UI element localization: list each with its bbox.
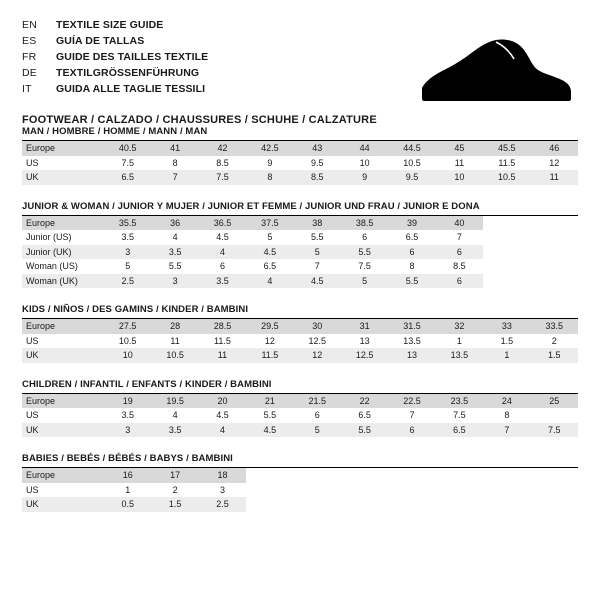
table-row bbox=[22, 216, 578, 231]
size-cell: 5 bbox=[267, 232, 273, 242]
size-cell bbox=[483, 230, 530, 245]
size-cell: 9 bbox=[341, 170, 388, 185]
size-table bbox=[22, 468, 578, 512]
size-cell: 44.5 bbox=[388, 141, 435, 156]
size-cell: 36.5 bbox=[199, 216, 246, 231]
row-label: US bbox=[26, 410, 39, 420]
size-cell: 7 bbox=[409, 410, 415, 420]
size-cell bbox=[246, 483, 293, 498]
size-section bbox=[22, 379, 578, 438]
size-cell: 1 bbox=[456, 335, 462, 346]
size-cell: 2.5 bbox=[199, 497, 246, 512]
size-section bbox=[22, 126, 578, 185]
size-cell bbox=[436, 497, 483, 512]
language-guide-title: GUIDE DES TAILLES TEXTILE bbox=[56, 51, 209, 63]
size-cell: 6 bbox=[388, 245, 435, 260]
size-cell: 4.5 bbox=[246, 423, 293, 438]
size-cell: 18 bbox=[199, 468, 246, 483]
size-cell: 13 bbox=[359, 335, 370, 346]
size-cell: 45.5 bbox=[483, 141, 530, 156]
size-cell: 32 bbox=[436, 319, 483, 334]
size-cell: 1 bbox=[125, 484, 131, 495]
size-cell: 46 bbox=[531, 141, 578, 156]
size-cell bbox=[436, 468, 483, 483]
size-cell: 10.5 bbox=[151, 348, 198, 363]
size-cell: 10 bbox=[359, 157, 370, 168]
size-cell: 6.5 bbox=[263, 261, 277, 271]
size-cell: 7.5 bbox=[453, 410, 466, 420]
size-cell bbox=[531, 230, 578, 245]
size-tables bbox=[22, 126, 578, 512]
size-cell: 19 bbox=[104, 394, 151, 409]
size-table bbox=[22, 216, 578, 289]
size-cell: 12.5 bbox=[341, 348, 388, 363]
size-cell: 28 bbox=[151, 319, 198, 334]
size-cell bbox=[294, 497, 341, 512]
size-cell bbox=[341, 497, 388, 512]
size-cell: 37.5 bbox=[246, 216, 293, 231]
size-cell: 3.5 bbox=[151, 245, 198, 260]
language-row bbox=[22, 34, 208, 50]
row-label: US bbox=[26, 335, 39, 346]
size-cell: 2 bbox=[551, 335, 557, 346]
size-cell bbox=[388, 497, 435, 512]
size-cell: 8 bbox=[504, 410, 510, 420]
size-section bbox=[22, 201, 578, 289]
size-cell: 3 bbox=[219, 484, 225, 495]
section-title: CHILDREN / INFANTIL / ENFANTS / KINDER / BAMBINI bbox=[22, 379, 578, 394]
language-guide-title: TEXTILGRÖSSENFÜHRUNG bbox=[56, 67, 200, 79]
row-label: Woman (UK) bbox=[22, 274, 104, 289]
size-cell: 6 bbox=[436, 274, 483, 289]
size-cell bbox=[531, 274, 578, 289]
language-row bbox=[22, 66, 208, 82]
size-cell: 38.5 bbox=[341, 216, 388, 231]
table-row bbox=[22, 170, 578, 185]
language-row bbox=[22, 82, 208, 98]
size-cell bbox=[246, 497, 293, 512]
size-cell: 10 bbox=[436, 170, 483, 185]
size-cell: 4.5 bbox=[216, 410, 229, 420]
size-cell: 11.5 bbox=[246, 348, 293, 363]
size-cell: 19.5 bbox=[151, 394, 198, 409]
language-code: EN bbox=[22, 19, 37, 31]
size-cell: 41 bbox=[151, 141, 198, 156]
size-cell: 7.5 bbox=[199, 170, 246, 185]
size-cell bbox=[483, 483, 530, 498]
size-cell: 4 bbox=[199, 245, 246, 260]
table-row bbox=[22, 497, 578, 512]
size-cell bbox=[483, 468, 530, 483]
size-cell: 28.5 bbox=[199, 319, 246, 334]
size-cell: 5 bbox=[341, 274, 388, 289]
language-title-list bbox=[22, 18, 208, 98]
dress-shoe-icon bbox=[386, 32, 576, 112]
size-cell: 24 bbox=[483, 394, 530, 409]
size-cell: 22.5 bbox=[388, 394, 435, 409]
table-row bbox=[22, 348, 578, 363]
language-row bbox=[22, 18, 208, 34]
size-cell: 5.5 bbox=[341, 245, 388, 260]
size-cell: 21 bbox=[246, 394, 293, 409]
size-cell bbox=[436, 483, 483, 498]
size-cell: 4.5 bbox=[216, 232, 229, 242]
size-cell: 9.5 bbox=[311, 157, 324, 168]
size-cell: 12 bbox=[264, 335, 275, 346]
size-cell: 5.5 bbox=[263, 410, 277, 420]
size-cell: 3.5 bbox=[199, 274, 246, 289]
size-cell bbox=[531, 408, 578, 423]
size-cell: 6.5 bbox=[104, 170, 151, 185]
table-row bbox=[22, 259, 578, 274]
table-row bbox=[22, 423, 578, 438]
size-cell: 33.5 bbox=[531, 319, 578, 334]
row-label: UK bbox=[22, 423, 104, 438]
size-cell: 10.5 bbox=[483, 170, 530, 185]
size-cell: 8.5 bbox=[294, 170, 341, 185]
row-label: Europe bbox=[22, 394, 104, 409]
size-cell bbox=[531, 468, 578, 483]
size-cell: 11 bbox=[454, 157, 465, 168]
table-row bbox=[22, 334, 578, 349]
header bbox=[22, 18, 578, 126]
size-cell: 2 bbox=[172, 484, 178, 495]
size-section bbox=[22, 453, 578, 512]
size-cell: 11.5 bbox=[498, 157, 516, 168]
size-cell: 25 bbox=[531, 394, 578, 409]
size-cell: 5.5 bbox=[311, 232, 324, 242]
size-cell: 40.5 bbox=[104, 141, 151, 156]
size-cell: 9 bbox=[267, 157, 273, 168]
size-cell: 29.5 bbox=[246, 319, 293, 334]
size-cell: 8.5 bbox=[216, 157, 229, 168]
size-cell: 6 bbox=[362, 232, 368, 242]
table-row bbox=[22, 468, 578, 483]
size-cell bbox=[483, 497, 530, 512]
size-table bbox=[22, 394, 578, 438]
size-cell bbox=[483, 274, 530, 289]
size-cell: 4 bbox=[172, 232, 178, 242]
language-code: DE bbox=[22, 67, 37, 79]
table-row bbox=[22, 245, 578, 260]
size-cell: 7.5 bbox=[358, 261, 371, 271]
size-cell: 3 bbox=[104, 423, 151, 438]
size-cell: 38 bbox=[294, 216, 341, 231]
size-cell: 42.5 bbox=[246, 141, 293, 156]
size-cell: 13.5 bbox=[403, 335, 421, 346]
size-cell: 1 bbox=[483, 348, 530, 363]
size-cell bbox=[388, 468, 435, 483]
size-cell: 11 bbox=[170, 335, 180, 346]
size-cell bbox=[483, 259, 530, 274]
row-label: Europe bbox=[22, 141, 104, 156]
size-cell: 30 bbox=[294, 319, 341, 334]
size-cell: 3 bbox=[104, 245, 151, 260]
size-cell: 7 bbox=[483, 423, 530, 438]
size-cell: 3.5 bbox=[151, 423, 198, 438]
size-cell: 7 bbox=[456, 232, 462, 242]
size-cell: 6 bbox=[219, 261, 225, 271]
size-cell bbox=[294, 468, 341, 483]
size-cell: 3.5 bbox=[121, 410, 134, 420]
table-row bbox=[22, 408, 578, 423]
size-cell: 23.5 bbox=[436, 394, 483, 409]
size-cell: 13 bbox=[388, 348, 435, 363]
size-cell: 43 bbox=[294, 141, 341, 156]
row-label: US bbox=[26, 484, 39, 495]
row-label: Europe bbox=[22, 216, 104, 231]
size-cell: 44 bbox=[341, 141, 388, 156]
table-row bbox=[22, 230, 578, 245]
size-table bbox=[22, 141, 578, 185]
size-cell: 3.5 bbox=[121, 232, 134, 242]
size-cell: 8.5 bbox=[453, 261, 466, 271]
size-cell: 40 bbox=[436, 216, 483, 231]
size-cell: 31 bbox=[341, 319, 388, 334]
size-cell: 3 bbox=[151, 274, 198, 289]
table-row bbox=[22, 394, 578, 409]
language-guide-title: TEXTILE SIZE GUIDE bbox=[56, 19, 164, 31]
size-cell: 11 bbox=[531, 170, 578, 185]
size-cell: 4 bbox=[246, 274, 293, 289]
size-cell: 8 bbox=[246, 170, 293, 185]
size-cell: 11 bbox=[199, 348, 246, 363]
size-cell bbox=[341, 468, 388, 483]
language-code: FR bbox=[22, 51, 37, 63]
size-section bbox=[22, 304, 578, 363]
size-cell bbox=[294, 483, 341, 498]
size-cell: 39 bbox=[388, 216, 435, 231]
size-cell: 12 bbox=[294, 348, 341, 363]
language-code: ES bbox=[22, 35, 37, 47]
size-cell: 6 bbox=[436, 245, 483, 260]
section-title: JUNIOR & WOMAN / JUNIOR Y MUJER / JUNIOR ET FEMME / JUNIOR UND FRAU / JUNIOR E DONA bbox=[22, 201, 578, 216]
size-cell bbox=[531, 483, 578, 498]
row-label: Europe bbox=[22, 468, 104, 483]
size-cell: 5.5 bbox=[168, 261, 182, 271]
section-title: BABIES / BEBÉS / BÉBÉS / BABYS / BAMBINI bbox=[22, 453, 578, 468]
table-row bbox=[22, 319, 578, 334]
row-label: Junior (UK) bbox=[22, 245, 104, 260]
size-cell bbox=[341, 483, 388, 498]
size-cell: 7 bbox=[151, 170, 198, 185]
size-cell: 12 bbox=[549, 157, 560, 168]
size-cell: 7 bbox=[314, 261, 320, 271]
size-cell: 4.5 bbox=[294, 274, 341, 289]
table-row bbox=[22, 274, 578, 289]
size-cell: 10.5 bbox=[118, 335, 137, 346]
size-cell: 6 bbox=[388, 423, 435, 438]
table-row bbox=[22, 141, 578, 156]
section-title: MAN / HOMBRE / HOMME / MANN / MAN bbox=[22, 126, 578, 141]
category-title: FOOTWEAR / CALZADO / CHAUSSURES / SCHUHE / CALZATURE bbox=[22, 114, 377, 126]
size-cell: 16 bbox=[104, 468, 151, 483]
size-cell: 20 bbox=[199, 394, 246, 409]
language-guide-title: GUÍA DE TALLAS bbox=[56, 35, 145, 47]
size-cell bbox=[246, 468, 293, 483]
size-cell: 4.5 bbox=[246, 245, 293, 260]
size-cell: 4 bbox=[172, 410, 178, 420]
row-label: UK bbox=[22, 170, 104, 185]
size-cell: 1.5 bbox=[151, 497, 198, 512]
size-cell: 10 bbox=[104, 348, 151, 363]
size-cell: 11.5 bbox=[214, 335, 231, 346]
size-cell: 5 bbox=[294, 423, 341, 438]
language-row bbox=[22, 50, 208, 66]
language-code: IT bbox=[22, 83, 32, 95]
size-cell: 5 bbox=[125, 261, 131, 271]
size-cell: 6.5 bbox=[405, 232, 419, 242]
size-cell: 31.5 bbox=[388, 319, 435, 334]
size-cell: 42 bbox=[199, 141, 246, 156]
size-cell bbox=[483, 245, 530, 260]
size-cell: 6.5 bbox=[358, 410, 371, 420]
section-title: KIDS / NIÑOS / DES GAMINS / KINDER / BAMBINI bbox=[22, 304, 578, 319]
size-cell: 35.5 bbox=[104, 216, 151, 231]
size-cell: 7.5 bbox=[531, 423, 578, 438]
size-cell: 5 bbox=[294, 245, 341, 260]
row-label: UK bbox=[22, 348, 104, 363]
size-cell: 33 bbox=[483, 319, 530, 334]
size-cell: 36 bbox=[151, 216, 198, 231]
size-cell bbox=[531, 216, 578, 231]
size-cell: 2.5 bbox=[104, 274, 151, 289]
row-label: Junior (US) bbox=[26, 232, 72, 242]
size-cell: 13.5 bbox=[436, 348, 483, 363]
size-cell: 17 bbox=[151, 468, 198, 483]
size-cell bbox=[531, 259, 578, 274]
row-label: UK bbox=[22, 497, 104, 512]
size-cell: 5.5 bbox=[341, 423, 388, 438]
row-label: Europe bbox=[22, 319, 104, 334]
size-cell: 12.5 bbox=[308, 335, 327, 346]
size-cell: 1.5 bbox=[500, 335, 514, 346]
row-label: Woman (US) bbox=[26, 261, 78, 271]
size-cell: 1.5 bbox=[531, 348, 578, 363]
size-cell: 4 bbox=[199, 423, 246, 438]
size-cell: 8 bbox=[172, 157, 178, 168]
size-cell: 6.5 bbox=[436, 423, 483, 438]
size-cell bbox=[483, 216, 530, 231]
size-cell bbox=[531, 497, 578, 512]
size-cell bbox=[388, 483, 435, 498]
size-cell: 22 bbox=[341, 394, 388, 409]
table-row bbox=[22, 483, 578, 498]
size-cell: 21.5 bbox=[294, 394, 341, 409]
row-label: US bbox=[26, 157, 39, 168]
size-cell bbox=[531, 245, 578, 260]
size-cell: 8 bbox=[409, 261, 415, 271]
size-cell: 9.5 bbox=[388, 170, 435, 185]
size-cell: 7.5 bbox=[121, 157, 134, 168]
size-table bbox=[22, 319, 578, 363]
table-row bbox=[22, 156, 578, 171]
size-cell: 0.5 bbox=[104, 497, 151, 512]
size-cell: 5.5 bbox=[388, 274, 435, 289]
size-cell: 45 bbox=[436, 141, 483, 156]
size-cell: 27.5 bbox=[104, 319, 151, 334]
size-cell: 6 bbox=[314, 410, 320, 420]
language-guide-title: GUIDA ALLE TAGLIE TESSILI bbox=[56, 83, 206, 95]
size-cell: 10.5 bbox=[403, 157, 421, 168]
